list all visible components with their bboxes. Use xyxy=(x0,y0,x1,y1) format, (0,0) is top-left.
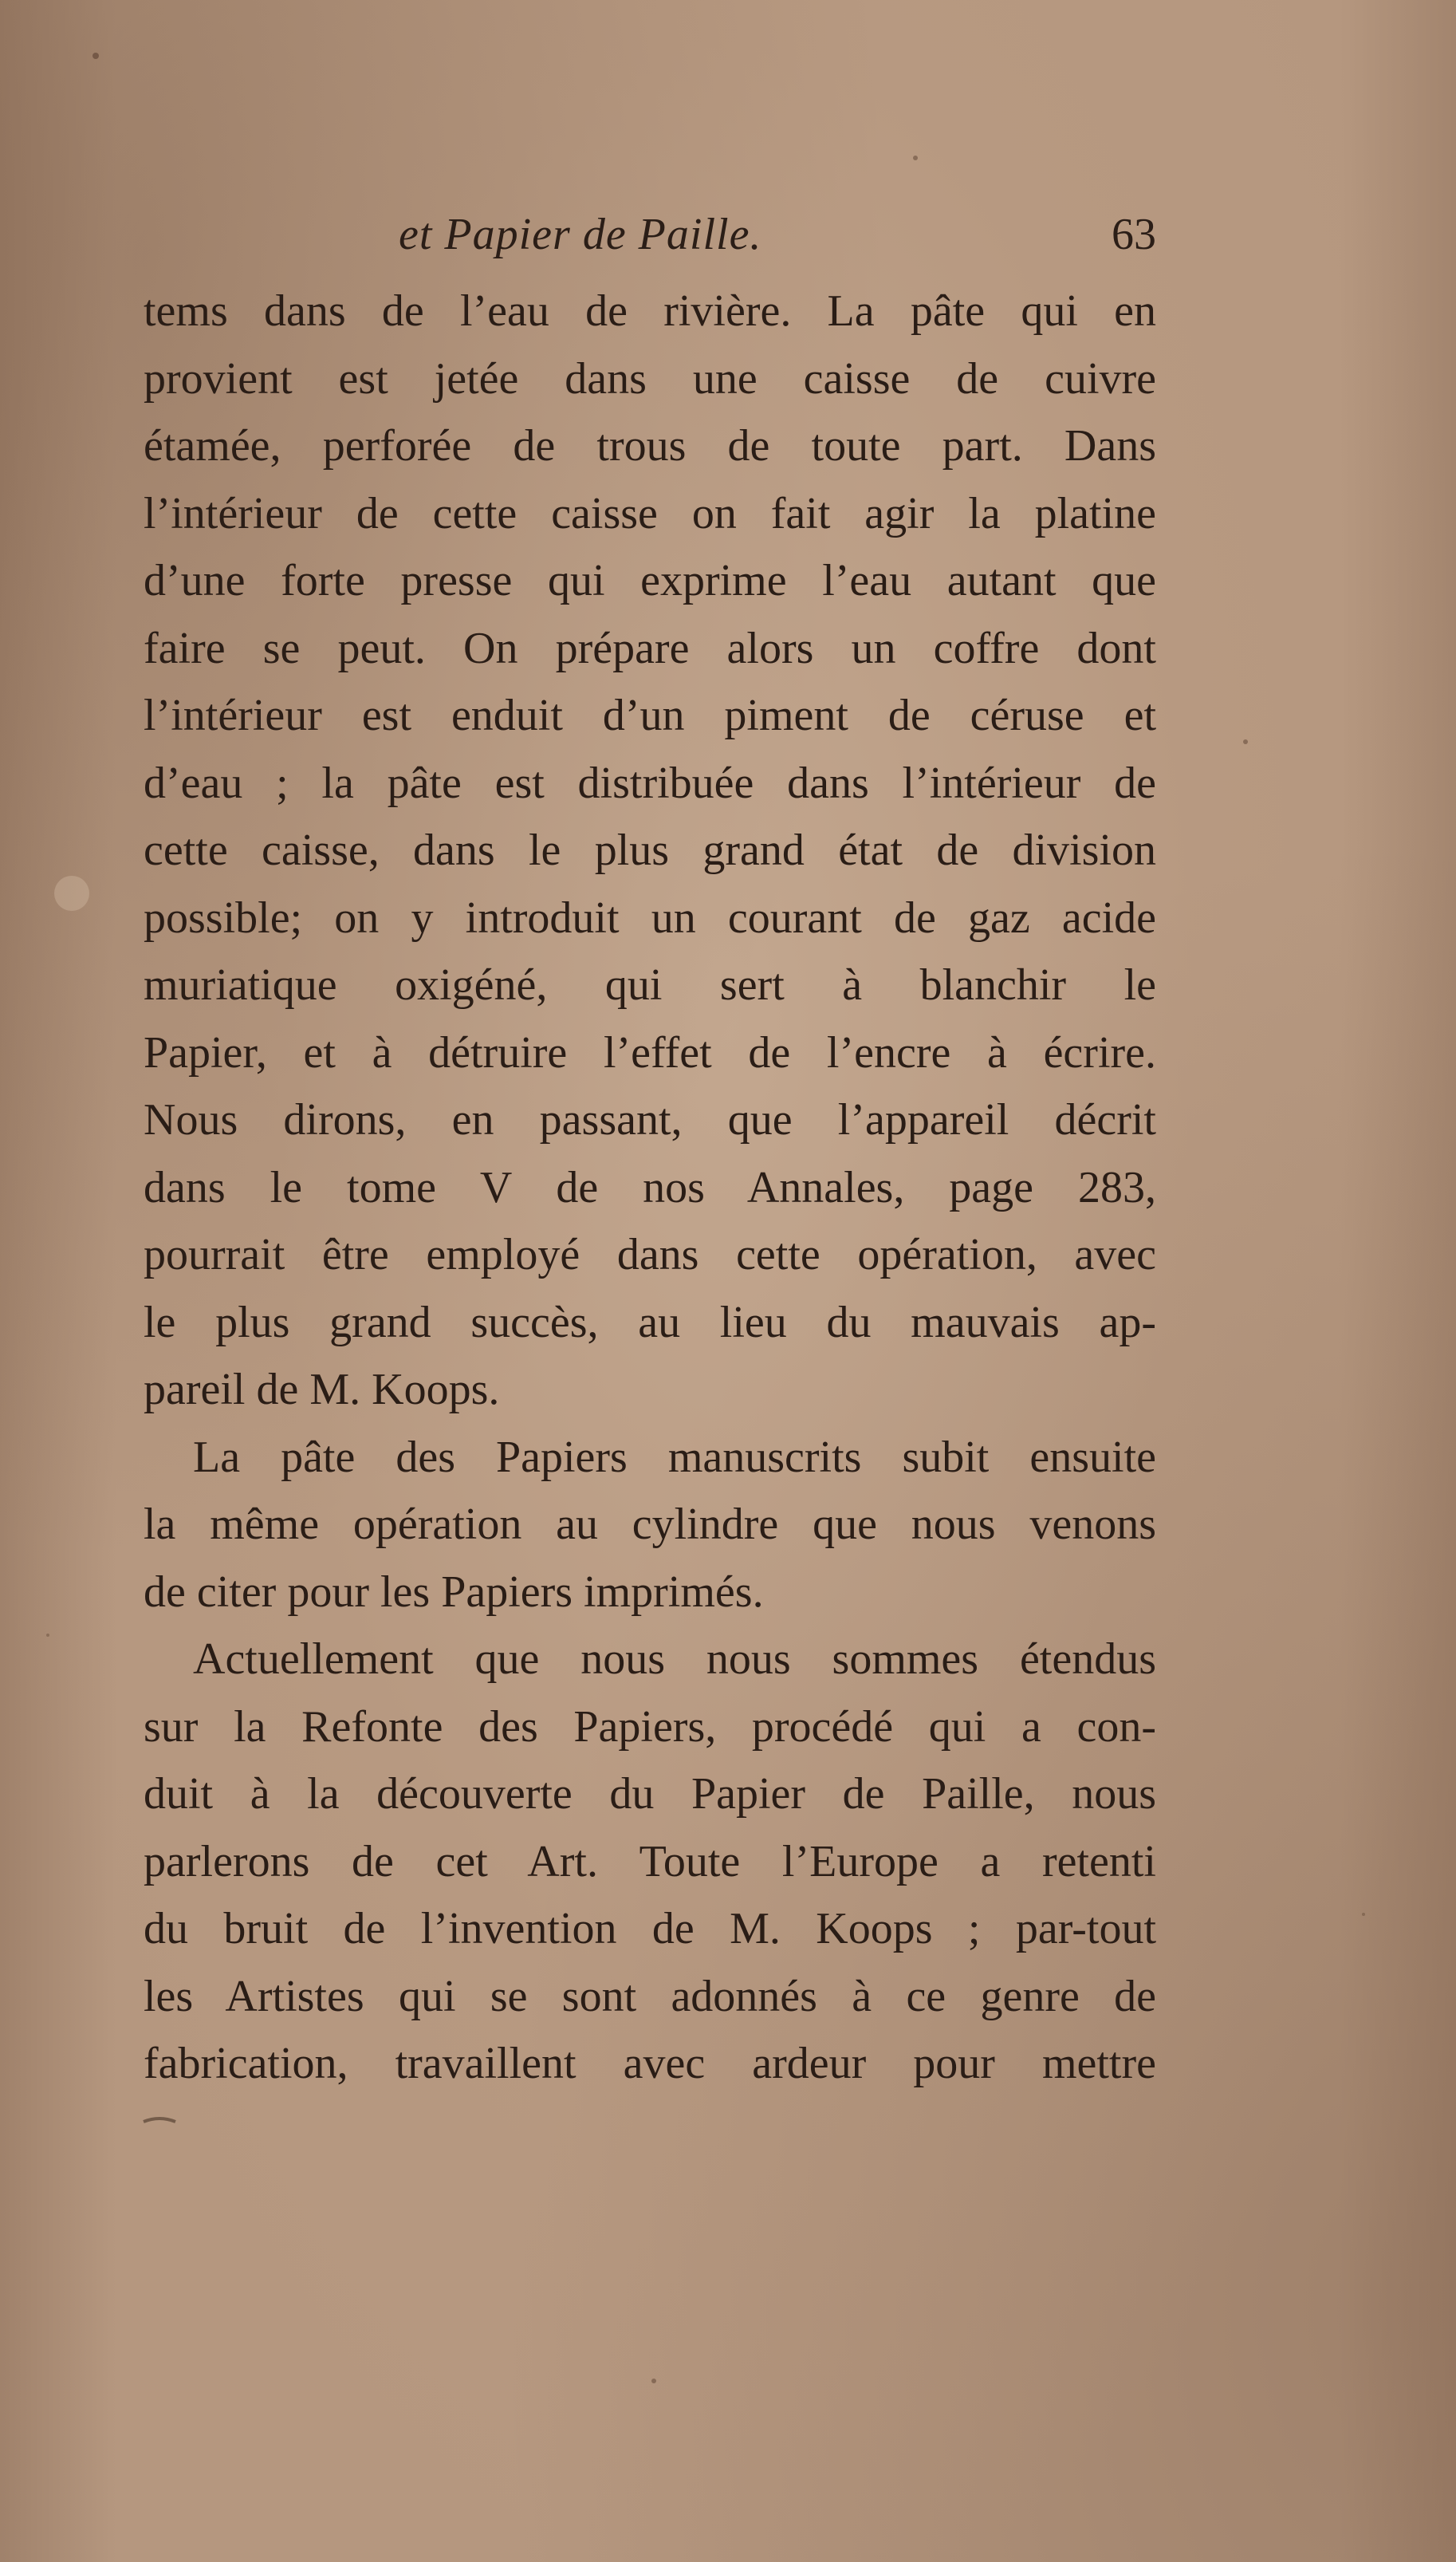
text-line: pourrait être employé dans cette opération, avec xyxy=(144,1230,1156,1279)
paragraph-1 xyxy=(144,278,1156,1424)
text-line: dans le tome V de nos Annales, page 283, xyxy=(144,1162,1156,1212)
text-line: provient est jetée dans une caisse de cuivre xyxy=(144,353,1156,404)
page-number: 63 xyxy=(1112,210,1156,259)
paper-stain xyxy=(144,2119,175,2122)
text-line: l’intérieur est enduit d’un piment de céruse et xyxy=(144,691,1156,740)
paper-speck xyxy=(92,53,99,59)
text-line: fabrication, travaillent avec ardeur pour mettre xyxy=(144,2039,1156,2088)
text-line: les Artistes qui se sont adonnés à ce genre de xyxy=(144,1971,1156,2021)
text-line: d’eau ; la pâte est distribuée dans l’intérieur de xyxy=(144,758,1156,808)
text-line: d’une forte presse qui exprime l’eau autant que xyxy=(144,556,1156,605)
text-line: Actuellement que nous nous sommes étendus xyxy=(193,1634,1156,1684)
paper-speck xyxy=(1362,1913,1365,1916)
page-header xyxy=(144,209,1156,273)
paper-speck xyxy=(54,876,89,911)
text-line: La pâte des Papiers manuscrits subit ensuite xyxy=(193,1432,1156,1482)
text-line: muriatique oxigéné, qui sert à blanchir le xyxy=(144,960,1156,1010)
text-line: faire se peut. On prépare alors un coffre dont xyxy=(144,623,1156,673)
text-line: de citer pour les Papiers imprimés. xyxy=(144,1567,764,1617)
text-line: cette caisse, dans le plus grand état de division xyxy=(144,826,1156,875)
paper-speck xyxy=(651,2379,656,2383)
paper-speck xyxy=(913,156,918,160)
text-line: du bruit de l’invention de M. Koops ; par-tout xyxy=(144,1904,1156,1953)
paper-speck xyxy=(1243,739,1248,744)
text-line: sur la Refonte des Papiers, procédé qui a con- xyxy=(144,1701,1156,1752)
text-line: pareil de M. Koops. xyxy=(144,1365,500,1414)
text-line: possible; on y introduit un courant de gaz acide xyxy=(144,893,1156,943)
text-line: duit à la découverte du Papier de Paille, nous xyxy=(144,1769,1156,1819)
running-title: et Papier de Paille. xyxy=(399,210,762,259)
text-line: tems dans de l’eau de rivière. La pâte qui en xyxy=(144,286,1156,336)
paragraph-2 xyxy=(144,1424,1156,1626)
text-line: la même opération au cylindre que nous venons xyxy=(144,1500,1156,1549)
text-line: étamée, perforée de trous de toute part. Dans xyxy=(144,421,1156,471)
text-line: parlerons de cet Art. Toute l’Europe a retenti xyxy=(144,1836,1156,1886)
paper-speck xyxy=(46,1634,49,1637)
text-line: Papier, et à détruire l’effet de l’encre à écrire. xyxy=(144,1027,1156,1078)
text-line: l’intérieur de cette caisse on fait agir la platine xyxy=(144,488,1156,538)
text-line: le plus grand succès, au lieu du mauvais ap- xyxy=(144,1297,1156,1347)
text-line: Nous dirons, en passant, que l’appareil décrit xyxy=(144,1095,1156,1145)
body-text xyxy=(144,278,1156,2098)
paragraph-3 xyxy=(144,1626,1156,2098)
